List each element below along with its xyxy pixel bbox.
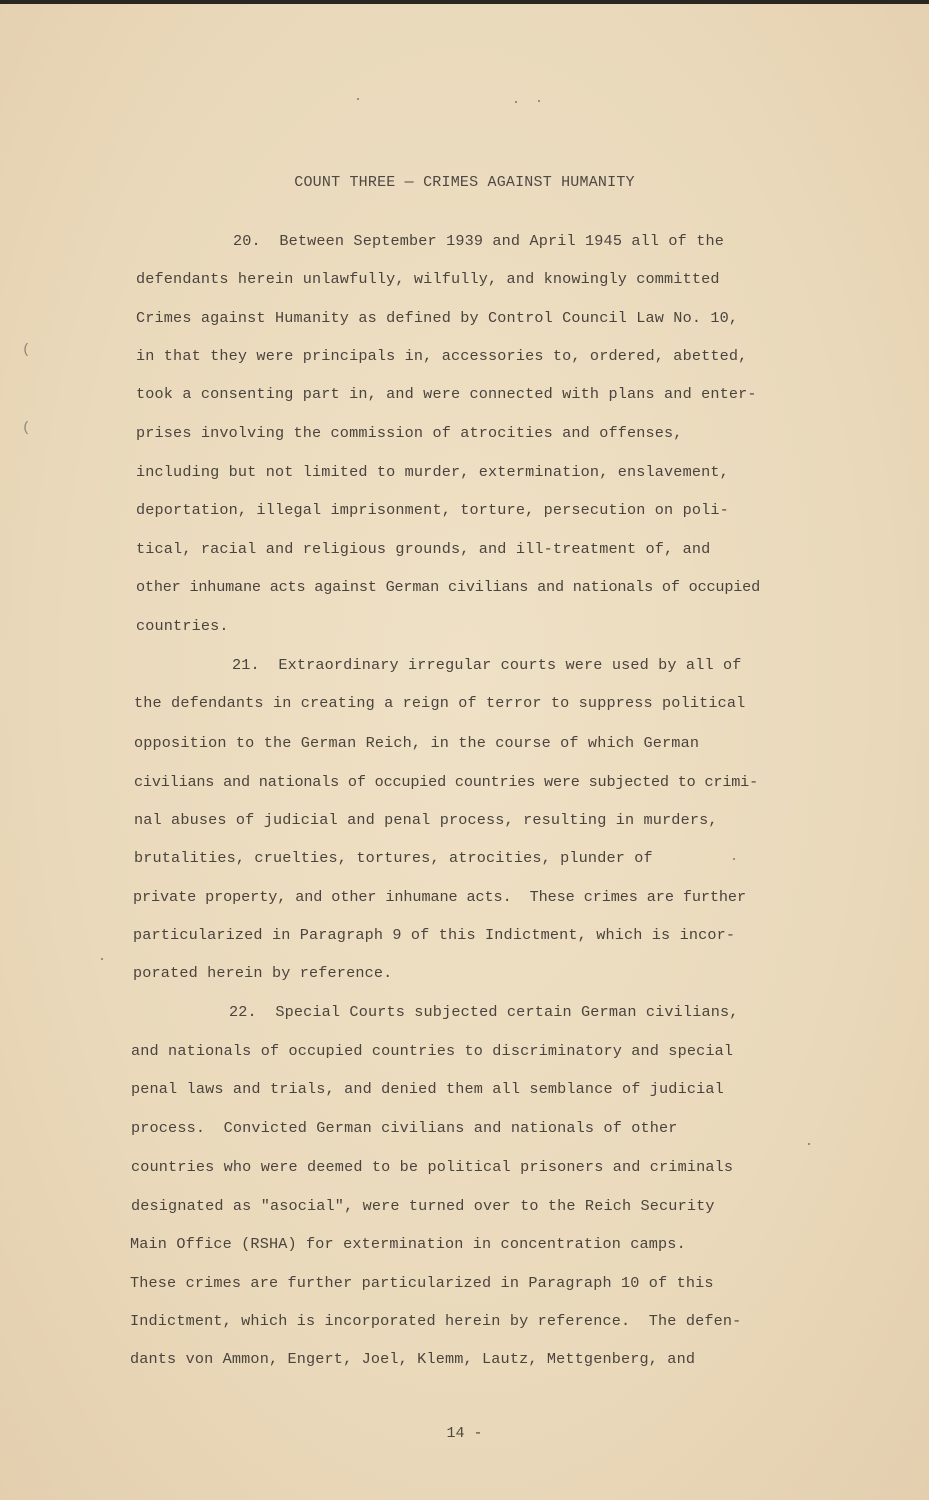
text-line: dants von Ammon, Engert, Joel, Klemm, Lautz, Mettgenberg, and bbox=[130, 1350, 696, 1368]
scan-speck bbox=[733, 858, 735, 860]
text-line: defendants herein unlawfully, wilfully, and knowingly committed bbox=[136, 270, 720, 288]
text-line: brutalities, cruelties, tortures, atrocities, plunder of bbox=[134, 849, 653, 867]
text-line: including but not limited to murder, extermination, enslavement, bbox=[136, 463, 729, 481]
text-line: other inhumane acts against German civilians and nationals of occupied bbox=[136, 578, 760, 596]
text-line: opposition to the German Reich, in the course of which German bbox=[134, 734, 700, 752]
margin-bracket-mark: ( bbox=[22, 420, 31, 436]
text-line: countries. bbox=[136, 617, 229, 635]
text-line: designated as "asocial", were turned over to the Reich Security bbox=[131, 1197, 715, 1215]
scan-speck bbox=[538, 100, 540, 102]
text-line: Indictment, which is incorporated herein by reference. The defen- bbox=[130, 1312, 742, 1330]
text-line: particularized in Paragraph 9 of this Indictment, which is incor- bbox=[133, 926, 736, 944]
text-line: Main Office (RSHA) for extermination in concentration camps. bbox=[130, 1235, 686, 1253]
text-line: tical, racial and religious grounds, and ill-treatment of, and bbox=[136, 540, 711, 558]
scan-speck bbox=[101, 958, 103, 960]
text-line: prises involving the commission of atrocities and offenses, bbox=[136, 424, 683, 442]
text-line: process. Convicted German civilians and nationals of other bbox=[131, 1119, 678, 1137]
text-line: 21. Extraordinary irregular courts were used by all of bbox=[232, 656, 742, 674]
margin-bracket-mark: ( bbox=[22, 342, 31, 358]
text-line: and nationals of occupied countries to discriminatory and special bbox=[131, 1042, 734, 1060]
text-line: took a consenting part in, and were connected with plans and enter- bbox=[136, 385, 757, 403]
text-line: nal abuses of judicial and penal process, resulting in murders, bbox=[134, 811, 718, 829]
text-line: porated herein by reference. bbox=[133, 964, 393, 982]
text-line: private property, and other inhumane acts. These crimes are further bbox=[133, 888, 746, 906]
text-line: in that they were principals in, accessories to, ordered, abetted, bbox=[136, 347, 748, 365]
scan-speck bbox=[357, 98, 359, 100]
text-line: 22. Special Courts subjected certain German civilians, bbox=[229, 1003, 739, 1021]
scan-speck bbox=[515, 101, 517, 103]
text-line: Crimes against Humanity as defined by Control Council Law No. 10, bbox=[136, 309, 739, 327]
text-line: countries who were deemed to be political prisoners and criminals bbox=[131, 1158, 734, 1176]
page-number: 14 - bbox=[446, 1425, 483, 1442]
text-line: 20. Between September 1939 and April 1945 all of the bbox=[233, 232, 724, 250]
text-line: the defendants in creating a reign of terror to suppress political bbox=[134, 694, 746, 712]
text-line: These crimes are further particularized in Paragraph 10 of this bbox=[130, 1274, 714, 1292]
text-line: civilians and nationals of occupied countries were subjected to crimi- bbox=[134, 773, 758, 791]
count-heading: COUNT THREE — CRIMES AGAINST HUMANITY bbox=[294, 174, 635, 191]
text-line: deportation, illegal imprisonment, torture, persecution on poli- bbox=[136, 501, 729, 519]
scan-top-border bbox=[0, 0, 929, 4]
text-line: penal laws and trials, and denied them all semblance of judicial bbox=[131, 1080, 724, 1098]
scan-speck bbox=[808, 1143, 810, 1145]
